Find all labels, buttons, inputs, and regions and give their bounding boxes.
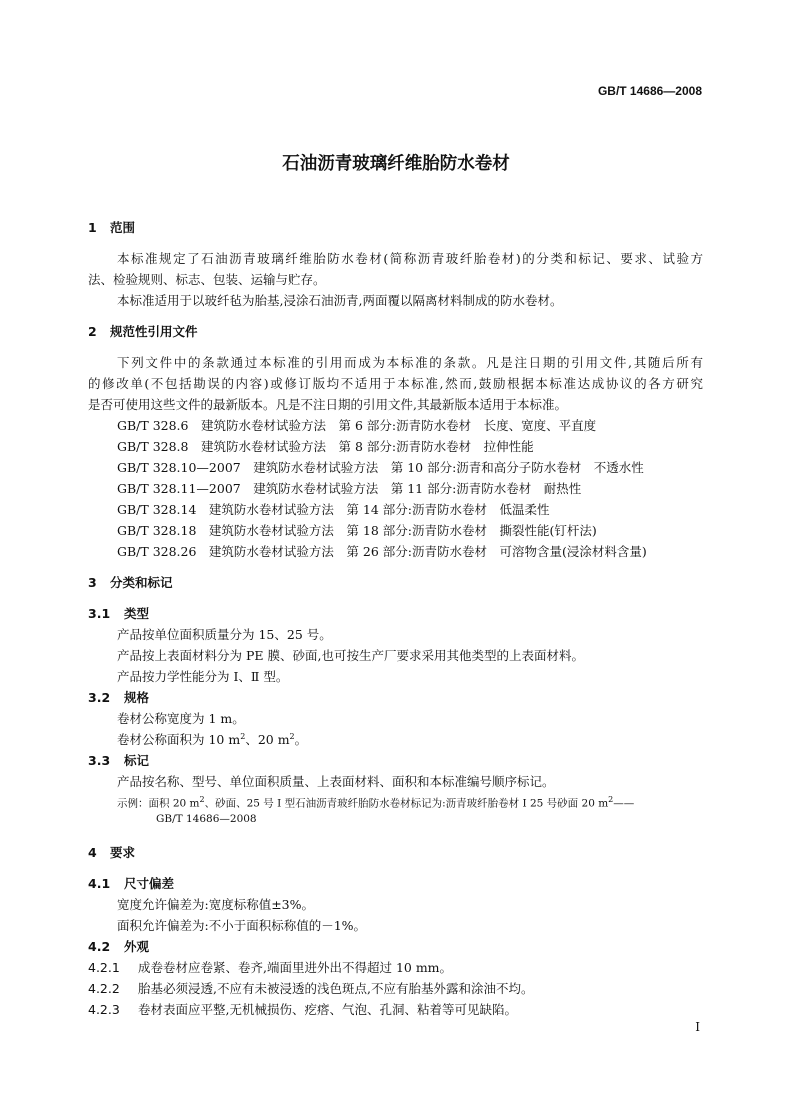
- paragraph: 产品按上表面材料分为 PE 膜、砂面,也可按生产厂要求采用其他类型的上表面材料。: [117, 648, 584, 663]
- paragraph: 本标准规定了石油沥青玻璃纤维胎防水卷材(简称沥青玻纤胎卷材)的分类和标记、要求、试验方: [117, 251, 703, 266]
- subsection-title: 外观: [124, 939, 150, 954]
- paragraph: 面积允许偏差为:不小于面积标称值的－1%。: [117, 918, 367, 933]
- clause-item: [88, 979, 533, 997]
- section-4-heading: [88, 843, 135, 861]
- paragraph: 本标准适用于以玻纤毡为胎基,浸涂石油沥青,两面覆以隔离材料制成的防水卷材。: [117, 293, 563, 308]
- section-number: 1: [88, 220, 97, 235]
- paragraph: 的修改单(不包括勘误的内容)或修订版均不适用于本标准,然而,鼓励根据本标准达成协议的各方研究: [88, 376, 703, 391]
- section-number: 4: [88, 845, 97, 860]
- section-number: 3: [88, 575, 97, 590]
- subsection-number: 4.2: [88, 939, 111, 954]
- subsection-4-1-heading: [88, 874, 174, 892]
- paragraph: 宽度允许偏差为:宽度标称值±3%。: [117, 897, 315, 912]
- subsection-3-2-heading: [88, 688, 149, 706]
- clause-text: 胎基必须浸透,不应有未被浸透的浅色斑点,不应有胎基外露和涂油不均。: [138, 981, 534, 996]
- subsection-title: 类型: [124, 606, 150, 621]
- reference-item: GB/T 328.8 建筑防水卷材试验方法 第 8 部分:沥青防水卷材 拉伸性能: [117, 439, 534, 454]
- subsection-title: 标记: [124, 753, 150, 768]
- subsection-title: 尺寸偏差: [124, 876, 175, 891]
- paragraph: 产品按单位面积质量分为 15、25 号。: [117, 627, 332, 642]
- reference-item: GB/T 328.6 建筑防水卷材试验方法 第 6 部分:沥青防水卷材 长度、宽度、平直度: [117, 418, 597, 433]
- clause-number: 4.2.2: [88, 981, 120, 996]
- paragraph: 产品按名称、型号、单位面积质量、上表面材料、面积和本标准编号顺序标记。: [117, 774, 555, 789]
- reference-item: GB/T 328.14 建筑防水卷材试验方法 第 14 部分:沥青防水卷材 低温柔性: [117, 502, 550, 517]
- clause-item: [88, 958, 452, 976]
- clause-text: 卷材表面应平整,无机械损伤、疙瘩、气泡、孔洞、粘着等可见缺陷。: [138, 1002, 517, 1017]
- subsection-number: 3.3: [88, 753, 111, 768]
- clause-number: 4.2.3: [88, 1002, 120, 1017]
- paragraph: 卷材公称面积为 10 $m^2$、20 $m^2$。: [117, 731, 308, 747]
- reference-item: GB/T 328.11—2007 建筑防水卷材试验方法 第 11 部分:沥青防水卷材 耐热性: [117, 481, 582, 496]
- section-2-heading: [88, 322, 198, 340]
- document-title: 石油沥青玻璃纤维胎防水卷材: [282, 154, 510, 174]
- reference-item: GB/T 328.26 建筑防水卷材试验方法 第 26 部分:沥青防水卷材 可溶物含量(浸涂材料含量): [117, 544, 647, 559]
- paragraph: 产品按力学性能分为 Ⅰ、Ⅱ 型。: [117, 669, 289, 684]
- section-title: 范围: [110, 220, 136, 235]
- example-note-continued: GB/T 14686—2008: [156, 813, 257, 825]
- paragraph: 法、检验规则、标志、包装、运输与贮存。: [88, 272, 326, 287]
- subsection-number: 3.2: [88, 690, 111, 705]
- subsection-4-2-heading: [88, 937, 149, 955]
- example-note: 示例：面积 20 $m^2$、砂面、25 号 Ⅰ 型石油沥青玻纤胎防水卷材标记为:沥青玻纤胎卷材 Ⅰ 25 号砂面 20 $m^2——$: [117, 795, 635, 810]
- paragraph: 卷材公称宽度为 1 m。: [117, 711, 245, 726]
- section-title: 规范性引用文件: [110, 324, 198, 339]
- section-number: 2: [88, 324, 97, 339]
- subsection-title: 规格: [124, 690, 150, 705]
- reference-item: GB/T 328.10—2007 建筑防水卷材试验方法 第 10 部分:沥青和高分子防水卷材 不透水性: [117, 460, 644, 475]
- section-title: 要求: [110, 845, 136, 860]
- reference-item: GB/T 328.18 建筑防水卷材试验方法 第 18 部分:沥青防水卷材 撕裂性能(钉杆法): [117, 523, 597, 538]
- paragraph: 是否可使用这些文件的最新版本。凡是不注日期的引用文件,其最新版本适用于本标准。: [88, 397, 567, 412]
- section-3-heading: [88, 573, 173, 591]
- section-1-heading: [88, 218, 135, 236]
- clause-text: 成卷卷材应卷紧、卷齐,端面里进外出不得超过 10 mm。: [138, 960, 453, 975]
- subsection-number: 3.1: [88, 606, 111, 621]
- page-number: I: [695, 1020, 700, 1034]
- subsection-number: 4.1: [88, 876, 111, 891]
- clause-number: 4.2.1: [88, 960, 120, 975]
- clause-item: [88, 1000, 517, 1018]
- section-title: 分类和标记: [110, 575, 173, 590]
- subsection-3-1-heading: [88, 604, 149, 622]
- subsection-3-3-heading: [88, 751, 149, 769]
- paragraph: 下列文件中的条款通过本标准的引用而成为本标准的条款。凡是注日期的引用文件,其随后所有: [117, 355, 703, 370]
- standard-code: GB/T 14686—2008: [597, 84, 702, 98]
